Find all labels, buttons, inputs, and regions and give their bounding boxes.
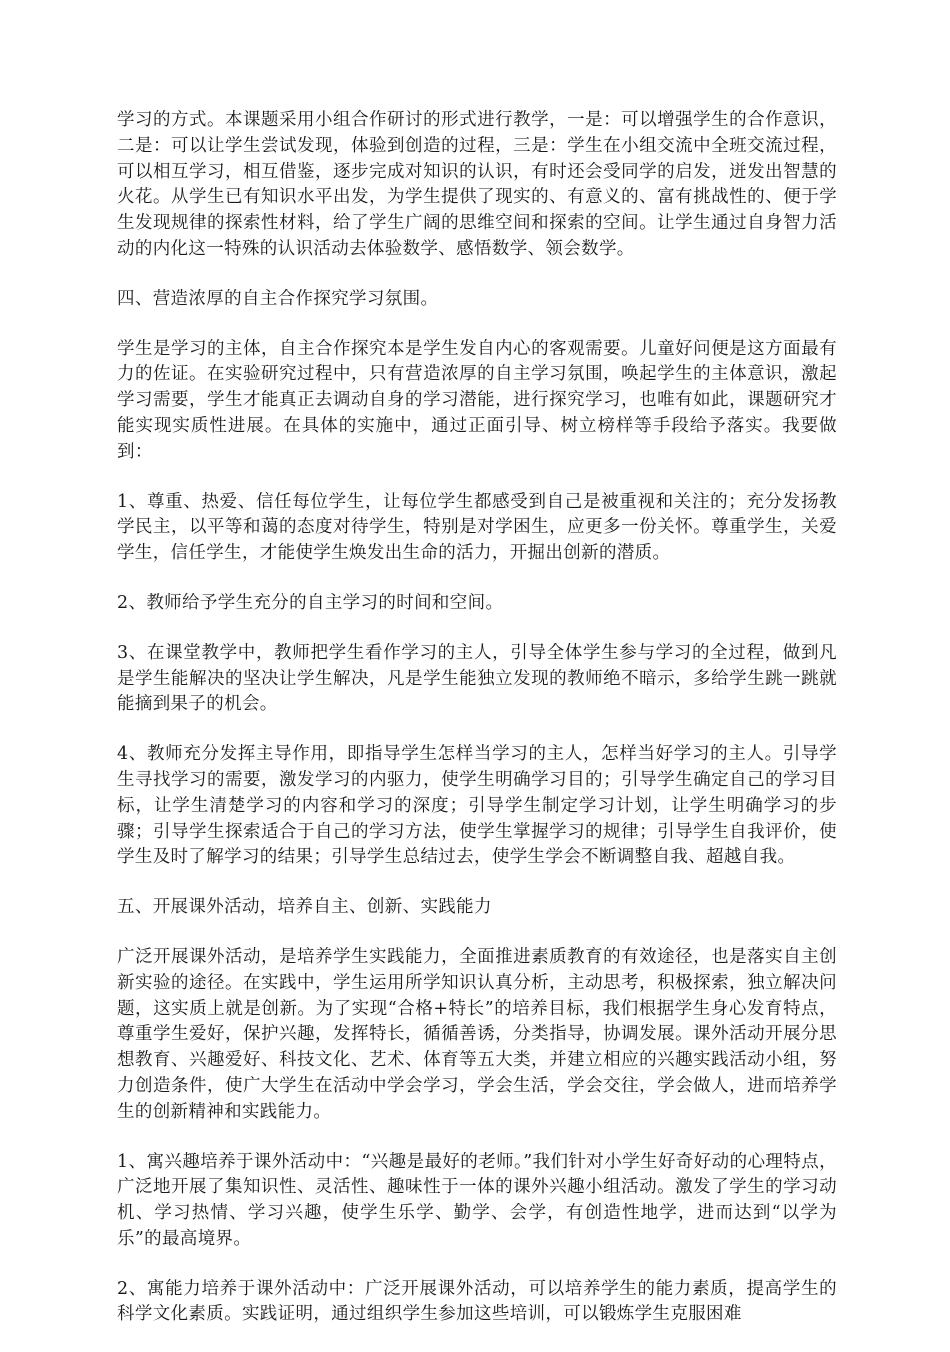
paragraph-methods: 学习的方式。本课题采用小组合作研讨的形式进行教学，一是：可以增强学生的合作意识，二是：可以让学生尝试发现，体验到创造的过程，三是：学生在小组交流中全班交流过程，可以相互学习，相互借鉴，逐步完成对知识的认识，有时还会受同学的启发，迸发出智慧的火花。从学生已有知识水平出发，为学生提供了现实的、有意义的、富有挑战性的、便于学生发现规律的探索性材料，给了学生广阔的思维空间和探索的空间。让学生通过自身智力活动的内化这一特殊的认识活动去体验数学、感悟数学、领会数学。: [117, 110, 837, 259]
document-body: [117, 108, 837, 1352]
paragraph-atmosphere: 学生是学习的主体，自主合作探究本是学生发自内心的客观需要。儿童好问便是这方面最有力的佐证。在实验研究过程中，只有营造浓厚的自主学习氛围，唤起学生的主体意识，激起学习需要，学生才能真正去调动自身的学习潜能，进行探究学习，也唯有如此，课题研究才能实现实质性进展。在具体的实施中，通过正面引导、树立榜样等手段给予落实。我要做到：: [117, 338, 837, 462]
list-item-1-interest: 1、寓兴趣培养于课外活动中：“兴趣是最好的老师。”我们针对小学生好奇好动的心理特点，广泛地开展了集知识性、灵活性、趣味性于一体的课外兴趣小组活动。激发了学生的学习动机、学习热情、学习兴趣，使学生乐学、勤学、会学，有创造性地学，进而达到“以学为乐”的最高境界。: [117, 1151, 837, 1249]
list-item-1-respect: 1、尊重、热爱、信任每位学生，让每位学生都感受到自己是被重视和关注的；充分发扬教学民主，以平等和蔼的态度对待学生，特别是对学困生，应更多一份关怀。尊重学生，关爱学生，信任学生，才能使学生焕发出生命的活力，开掘出创新的潜质。: [117, 491, 837, 564]
paragraph-activities: 广泛开展课外活动，是培养学生实践能力，全面推进素质教育的有效途径，也是落实自主创新实验的途径。在实践中，学生运用所学知识认真分析，主动思考，积极探索，独立解决问题，这实质上就是创新。为了实现“合格+特长”的培养目标，我们根据学生身心发育特点，尊重学生爱好，保护兴趣，发挥特长，循循善诱，分类指导，协调发展。课外活动开展分思想教育、兴趣爱好、科技文化、艺术、体育等五大类，并建立相应的兴趣实践活动小组，努力创造条件，使广大学生在活动中学会学习，学会生活，学会交往，学会做人，进而培养学生的创新精神和实践能力。: [117, 946, 837, 1122]
list-item-2-time-space: 2、教师给予学生充分的自主学习的时间和空间。: [117, 592, 504, 613]
heading-section-4: 四、营造浓厚的自主合作探究学习氛围。: [117, 288, 439, 309]
list-item-3-classroom: 3、在课堂教学中，教师把学生看作学习的主人，引导全体学生参与学习的全过程，做到凡是学生能解决的坚决让学生解决，凡是学生能独立发现的教师绝不暗示，多给学生跳一跳就能摘到果子的机会。: [117, 642, 837, 715]
heading-section-5: 五、开展课外活动，培养自主、创新、实践能力: [117, 897, 492, 918]
list-item-2-ability: 2、寓能力培养于课外活动中：广泛开展课外活动，可以培养学生的能力素质，提高学生的科学文化素质。实践证明，通过组织学生参加这些培训，可以锻炼学生克服困难: [117, 1278, 837, 1325]
list-item-4-guidance: 4、教师充分发挥主导作用，即指导学生怎样当学习的主人，怎样当好学习的主人。引导学生寻找学习的需要，激发学习的内驱力，使学生明确学习目的；引导学生确定自己的学习目标，让学生清楚学习的内容和学习的深度；引导学生制定学习计划，让学生明确学习的步骤；引导学生探索适合于自己的学习方法，使学生掌握学习的规律；引导学生自我评价，使学生及时了解学习的结果；引导学生总结过去，使学生学会不断调整自我、超越自我。: [117, 744, 837, 868]
